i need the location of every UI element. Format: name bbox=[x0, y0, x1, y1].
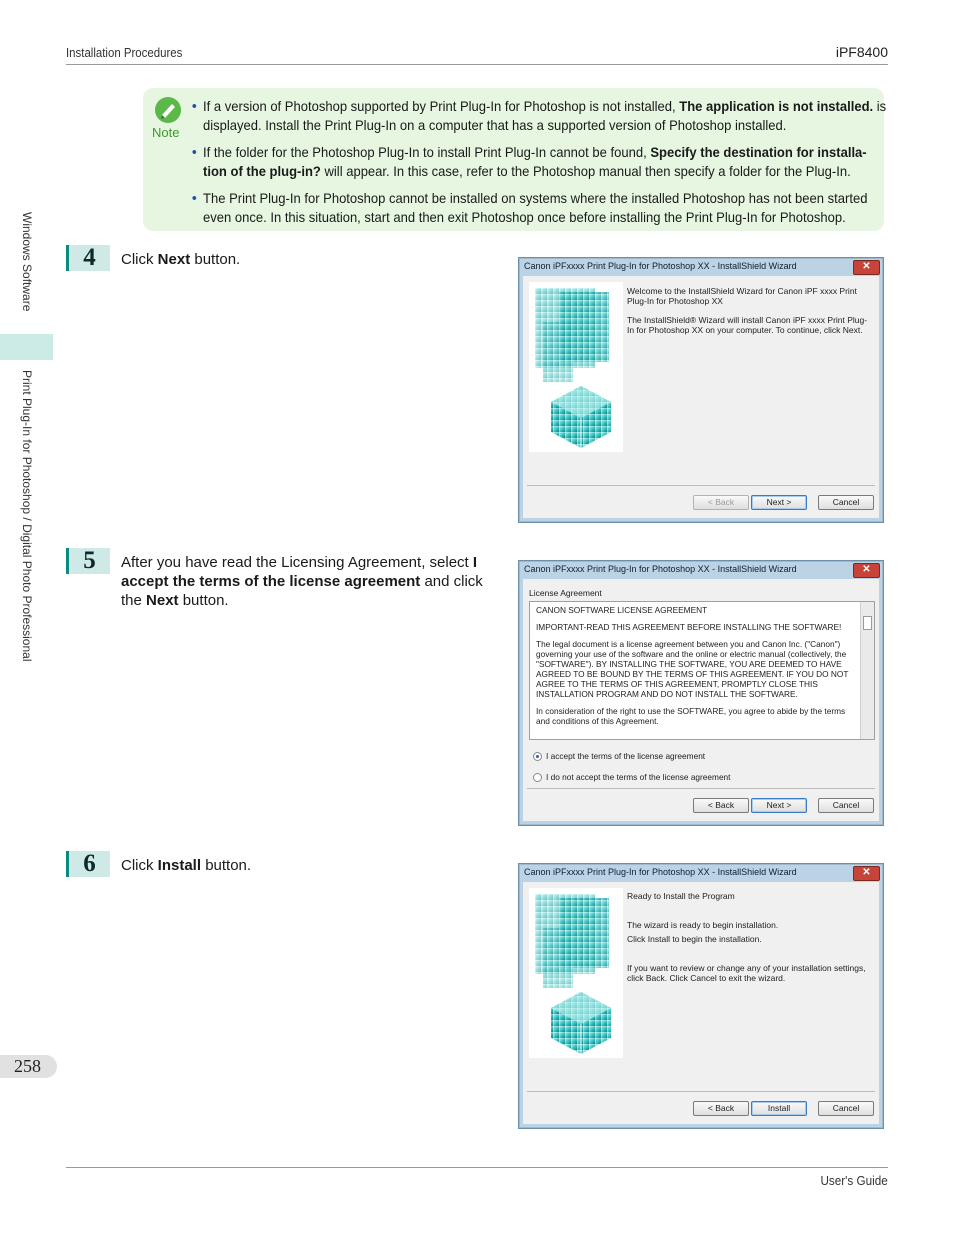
step-number-badge: 6 bbox=[66, 851, 110, 877]
cancel-button[interactable]: Cancel bbox=[818, 495, 874, 510]
installshield-welcome-dialog bbox=[518, 257, 884, 523]
welcome-description: The InstallShield® Wizard will install Canon iPF xxxx Print Plug-In for Photoshop XX on your computer. To continue, click Next. bbox=[627, 315, 868, 335]
note-list bbox=[190, 97, 887, 235]
dialog-body bbox=[523, 579, 879, 821]
wizard-cube-graphic bbox=[529, 282, 623, 452]
chapter-thumb-tab bbox=[0, 334, 53, 360]
license-scrollbar[interactable] bbox=[860, 602, 874, 739]
radio-unselected-icon[interactable] bbox=[533, 773, 542, 782]
close-button[interactable]: ✕ bbox=[853, 260, 880, 275]
note-label: Note bbox=[152, 125, 180, 140]
license-paragraph: CANON SOFTWARE LICENSE AGREEMENT bbox=[536, 605, 708, 615]
next-button[interactable]: Next > bbox=[751, 798, 807, 813]
footer-divider bbox=[66, 1167, 888, 1168]
ready-line-3: If you want to review or change any of your installation settings, click Back. Click Cancel to exit the wizard. bbox=[627, 963, 866, 983]
dialog-title: Canon iPFxxxx Print Plug-In for Photoshop XX - InstallShield Wizard bbox=[524, 867, 797, 877]
note-item: • If the folder for the Photoshop Plug-In to install Print Plug-In cannot be found, Specify the destination for installa-tion of the plug-in? will appear. In this case, refer to the Photoshop manual then specify a folder for the Plug-In. bbox=[190, 143, 889, 181]
cancel-button[interactable]: Cancel bbox=[818, 1101, 874, 1116]
ready-line-2: Click Install to begin the installation. bbox=[627, 934, 762, 944]
side-chapter-label: Windows Software bbox=[20, 212, 34, 312]
installshield-license-dialog bbox=[518, 560, 884, 826]
license-text-box[interactable] bbox=[529, 601, 875, 740]
running-footer-guide: User's Guide bbox=[820, 1173, 888, 1188]
ready-heading: Ready to Install the Program bbox=[627, 891, 735, 901]
dialog-separator bbox=[527, 788, 875, 789]
dialog-body bbox=[523, 882, 879, 1124]
welcome-heading: Welcome to the InstallShield Wizard for Canon iPF xxxx Print Plug-In for Photoshop XX bbox=[627, 286, 857, 306]
close-button[interactable]: ✕ bbox=[853, 866, 880, 881]
accept-license-option[interactable] bbox=[533, 751, 705, 761]
dialog-separator bbox=[527, 485, 875, 486]
accept-license-label: I accept the terms of the license agreement bbox=[546, 751, 706, 761]
decline-license-option[interactable] bbox=[533, 772, 730, 782]
note-item: • If a version of Photoshop supported by Print Plug-In for Photoshop is not installed, The application is not installed. is displayed. Install the Print Plug-In on a computer that has a supported version of Photoshop installed. bbox=[190, 97, 889, 135]
running-header-section: Installation Procedures bbox=[66, 45, 183, 60]
license-section-label: License Agreement bbox=[529, 588, 602, 598]
next-button[interactable]: Next > bbox=[751, 495, 807, 510]
dialog-separator bbox=[527, 1091, 875, 1092]
back-button[interactable]: < Back bbox=[693, 1101, 749, 1116]
close-button[interactable]: ✕ bbox=[853, 563, 880, 578]
dialog-body bbox=[523, 276, 879, 518]
step-number-badge: 5 bbox=[66, 548, 110, 574]
running-header-model: iPF8400 bbox=[835, 44, 888, 60]
note-box bbox=[143, 88, 887, 231]
page-number: 258 bbox=[0, 1055, 57, 1078]
radio-selected-icon[interactable] bbox=[533, 752, 542, 761]
decline-license-label: I do not accept the terms of the license agreement bbox=[546, 772, 731, 782]
license-paragraph: IMPORTANT-READ THIS AGREEMENT BEFORE INSTALLING THE SOFTWARE! bbox=[536, 622, 842, 632]
side-section-label: Print Plug-In for Photoshop / Digital Photo Professional bbox=[20, 370, 34, 662]
pencil-note-icon bbox=[153, 95, 183, 125]
scrollbar-thumb[interactable] bbox=[863, 616, 872, 630]
step-instruction: Click Next button. bbox=[121, 251, 241, 268]
install-button[interactable]: Install bbox=[751, 1101, 807, 1116]
cancel-button[interactable]: Cancel bbox=[818, 798, 874, 813]
header-divider bbox=[66, 64, 888, 65]
step-instruction: Click Install button. bbox=[121, 857, 252, 874]
dialog-title: Canon iPFxxxx Print Plug-In for Photoshop XX - InstallShield Wizard bbox=[524, 261, 797, 271]
license-paragraph: The legal document is a license agreement between you and Canon Inc. ("Canon") governing your use of the software and the online or electric manual (collectively, the "SOFTWARE"). BY INSTALLING THE SOFTWARE, YOU ARE DEEMED TO HAVE AGREED TO BE BOUND BY THE TERMS OF THIS AGREEMENT. IF YOU DO NOT AGREE TO THE TERMS OF THIS AGREEMENT, PROMPTLY CLOSE THIS INSTALLATION PROGRAM AND DO NOT INSTALL THE SOFTWARE. bbox=[536, 639, 849, 699]
installshield-ready-dialog bbox=[518, 863, 884, 1129]
back-button[interactable]: < Back bbox=[693, 495, 749, 510]
wizard-cube-graphic bbox=[529, 888, 623, 1058]
dialog-title: Canon iPFxxxx Print Plug-In for Photoshop XX - InstallShield Wizard bbox=[524, 564, 797, 574]
license-paragraph: In consideration of the right to use the SOFTWARE, you agree to abide by the terms and conditions of this Agreement. bbox=[536, 706, 846, 726]
back-button[interactable]: < Back bbox=[693, 798, 749, 813]
step-number-badge: 4 bbox=[66, 245, 110, 271]
step-instruction: After you have read the Licensing Agreement, select I accept the terms of the license agreement and click the Next button. bbox=[121, 554, 483, 609]
ready-line-1: The wizard is ready to begin installation. bbox=[627, 920, 779, 930]
note-item: • The Print Plug-In for Photoshop cannot be installed on systems where the installed Photoshop has not been started even once. In this situation, start and then exit Photoshop once before installing the Print Plug-In for Photoshop. bbox=[190, 189, 889, 227]
